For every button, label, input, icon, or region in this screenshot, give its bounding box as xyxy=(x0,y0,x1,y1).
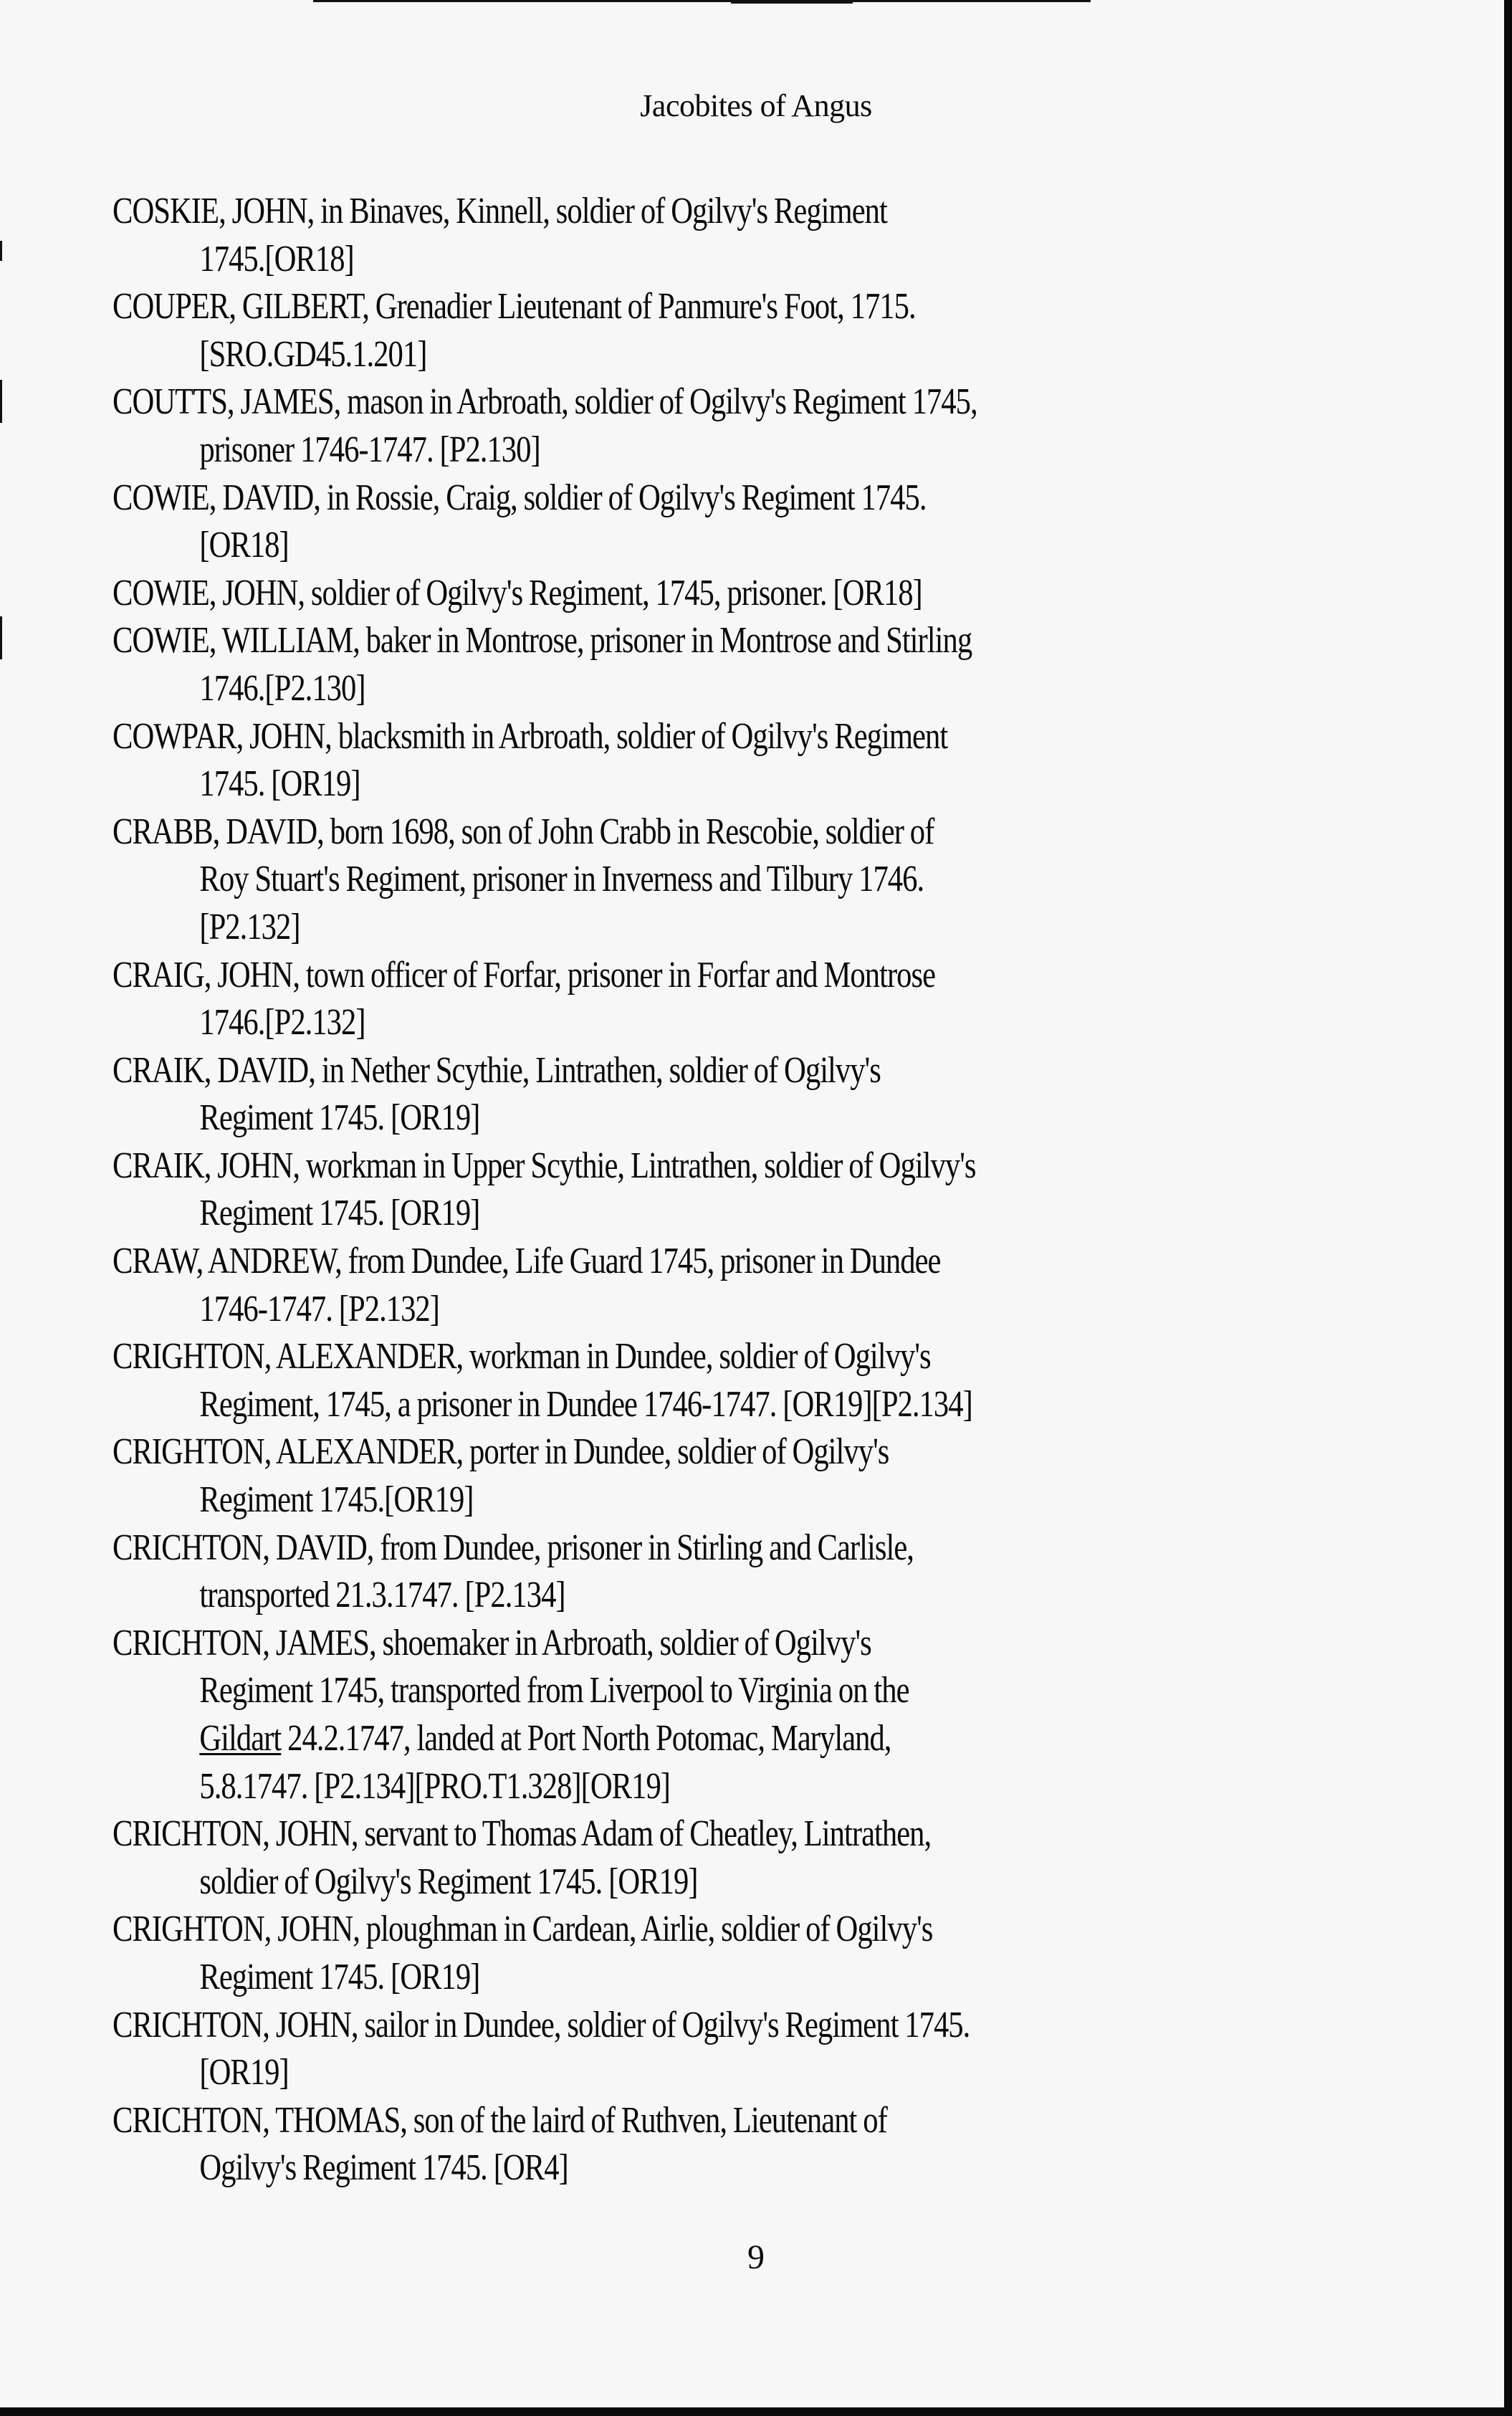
entry-heading-line: COUPER, GILBERT, Grenadier Lieutenant of Panmure's Foot, 1715. xyxy=(113,286,916,328)
entry-heading-line: CRIGHTON, ALEXANDER, porter in Dundee, soldier of Ogilvy's xyxy=(113,1431,889,1473)
entry-heading-line: COWIE, DAVID, in Rossie, Craig, soldier of Ogilvy's Regiment 1745. xyxy=(113,477,927,518)
entry-continuation-line: [OR18] xyxy=(199,525,289,566)
entry xyxy=(113,2097,1512,2192)
entry-heading-line: COUTTS, JAMES, mason in Arbroath, soldier of Ogilvy's Regiment 1745, xyxy=(113,381,977,423)
scan-artifact-margin-mark xyxy=(0,241,2,261)
entry xyxy=(113,952,1512,1047)
entry-heading-line: COWIE, JOHN, soldier of Ogilvy's Regiment, 1745, prisoner. [OR18] xyxy=(113,572,922,613)
entry-heading-line: CRABB, DAVID, born 1698, son of John Crabb in Rescobie, soldier of xyxy=(113,811,934,852)
entry xyxy=(113,474,1512,570)
scan-artifact-margin-mark xyxy=(0,616,2,659)
entry-continuation-line: 1746.[P2.132] xyxy=(199,1002,365,1044)
entry-continuation-line: 24.2.1747, landed at Port North Potomac, Maryland, xyxy=(281,1718,891,1759)
entry-heading-line: CRIGHTON, ALEXANDER, workman in Dundee, soldier of Ogilvy's xyxy=(113,1336,931,1377)
entry-continuation-line: [P2.132] xyxy=(199,906,300,947)
entry xyxy=(113,1142,1512,1238)
entry xyxy=(113,1428,1512,1524)
entry-continuation-line: 1745. [OR19] xyxy=(199,763,360,805)
entry-continuation-line: Regiment 1745. [OR19] xyxy=(199,1193,480,1234)
entry xyxy=(113,188,1512,283)
entry-heading-line: CRAIG, JOHN, town officer of Forfar, prisoner in Forfar and Montrose xyxy=(113,954,936,995)
entry-continuation-line: transported 21.3.1747. [P2.134] xyxy=(199,1575,565,1616)
entry-continuation-line: Regiment 1745. [OR19] xyxy=(199,1097,480,1139)
entry xyxy=(113,1047,1512,1142)
entry-continuation-line: [OR19] xyxy=(199,2052,289,2093)
entry-continuation-line: Roy Stuart's Regiment, prisoner in Inverness and Tilbury 1746. xyxy=(199,859,924,900)
scan-artifact-top-bar-thick xyxy=(731,0,853,4)
entry xyxy=(113,1620,1512,1810)
entry-heading-line: CRAIK, JOHN, workman in Upper Scythie, Lintrathen, soldier of Ogilvy's xyxy=(113,1145,976,1186)
entry xyxy=(113,378,1512,474)
entry-heading-line: CRICHTON, JAMES, shoemaker in Arbroath, soldier of Ogilvy's xyxy=(113,1622,871,1663)
entry-continuation-line: 1745.[OR18] xyxy=(199,238,354,280)
scan-artifact-top-bar xyxy=(313,0,1091,2)
running-header: Jacobites of Angus xyxy=(640,88,872,123)
entry-heading-line: CRICHTON, JOHN, servant to Thomas Adam of Cheatley, Lintrathen, xyxy=(113,1813,932,1855)
ship-name: Gildart xyxy=(199,1718,282,1759)
page-number: 9 xyxy=(747,2238,765,2276)
scan-border-bottom xyxy=(0,2407,1512,2416)
entry xyxy=(113,1333,1512,1428)
entry-heading-line: CRICHTON, THOMAS, son of the laird of Ruthven, Lieutenant of xyxy=(113,2099,887,2141)
entry xyxy=(113,808,1512,952)
entry-continuation-line: Regiment 1745.[OR19] xyxy=(199,1479,474,1521)
entry xyxy=(113,1810,1512,1906)
entry-continuation-line: 1746.[P2.130] xyxy=(199,667,365,709)
entry-continuation-line: Regiment, 1745, a prisoner in Dundee 1746-1747. [OR19][P2.134] xyxy=(199,1383,972,1425)
entry xyxy=(113,1238,1512,1333)
entry-continuation-line: Regiment 1745. [OR19] xyxy=(199,1956,480,1997)
entry xyxy=(113,617,1512,712)
entry-continuation-line: soldier of Ogilvy's Regiment 1745. [OR19] xyxy=(199,1861,698,1902)
entry-heading-line: COWIE, WILLIAM, baker in Montrose, prisoner in Montrose and Stirling xyxy=(113,620,972,662)
entry-heading-line: CRAW, ANDREW, from Dundee, Life Guard 1745, prisoner in Dundee xyxy=(113,1241,941,1282)
entry-continuation-line: 1746-1747. [P2.132] xyxy=(199,1288,439,1329)
entry xyxy=(113,1524,1512,1620)
entry xyxy=(113,570,1512,618)
entry-continuation-line: Regiment 1745, transported from Liverpool to Virginia on the xyxy=(199,1670,909,1711)
entry-list xyxy=(113,188,1445,2192)
entry-heading-line: COWPAR, JOHN, blacksmith in Arbroath, soldier of Ogilvy's Regiment xyxy=(113,715,948,757)
entry-continuation-line: [SRO.GD45.1.201] xyxy=(199,333,427,375)
entry xyxy=(113,2002,1512,2097)
entry xyxy=(113,283,1512,378)
entry-continuation-line: Ogilvy's Regiment 1745. [OR4] xyxy=(199,2147,568,2189)
entry xyxy=(113,713,1512,808)
entry-heading-line: CRICHTON, DAVID, from Dundee, prisoner in Stirling and Carlisle, xyxy=(113,1527,914,1568)
entry-heading-line: CRICHTON, JOHN, sailor in Dundee, soldier of Ogilvy's Regiment 1745. xyxy=(113,2004,970,2045)
entry-continuation-line: 5.8.1747. [P2.134][PRO.T1.328][OR19] xyxy=(199,1765,671,1807)
entry-heading-line: CRIGHTON, JOHN, ploughman in Cardean, Airlie, soldier of Ogilvy's xyxy=(113,1909,933,1950)
entry-continuation-line: prisoner 1746-1747. [P2.130] xyxy=(199,429,540,470)
entry xyxy=(113,1906,1512,2001)
entry-heading-line: CRAIK, DAVID, in Nether Scythie, Lintrathen, soldier of Ogilvy's xyxy=(113,1049,881,1091)
entry-heading-line: COSKIE, JOHN, in Binaves, Kinnell, soldier of Ogilvy's Regiment xyxy=(113,191,887,231)
scan-artifact-margin-mark xyxy=(0,380,2,423)
